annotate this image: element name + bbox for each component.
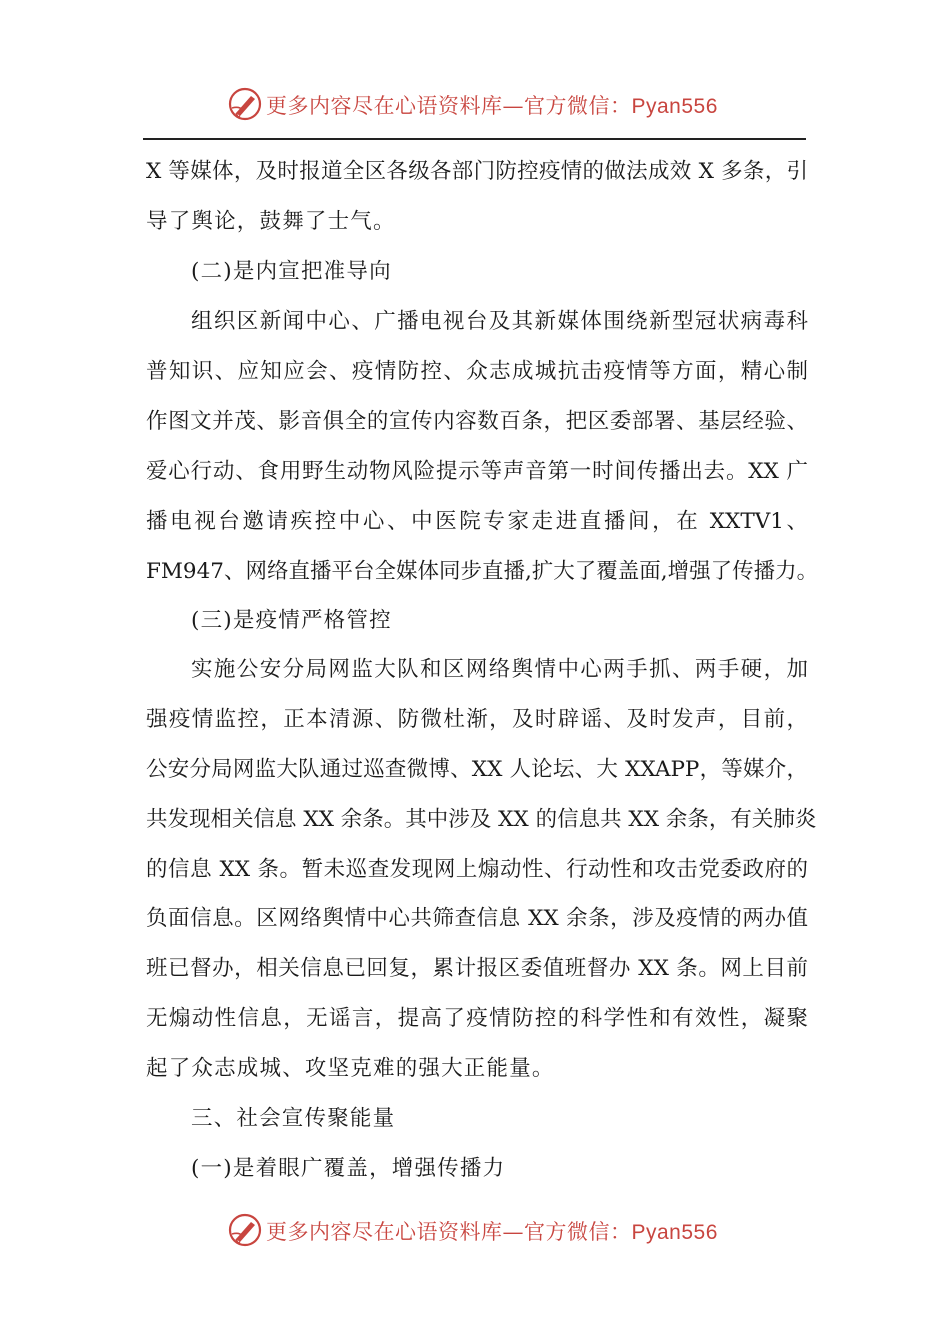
text-line: 普知识、应知应会、疫情防控、众志成城抗击疫情等方面，精心制 [146,359,808,384]
wechat-id: Pyan556 [631,1221,718,1244]
pen-in-circle-icon [227,86,263,122]
text-line: FM947、网络直播平台全媒体同步直播,扩大了覆盖面,增强了传播力。 [146,559,819,584]
section-heading: (三)是疫情严格管控 [191,608,392,633]
text-line: X 等媒体，及时报道全区各级各部门防控疫情的做法成效 X 多条，引 [146,159,808,184]
text-line: 班已督办，相关信息已回复，累计报区委值班督办 XX 条。网上目前 [146,956,808,981]
header-divider [143,138,806,140]
footer-banner [0,1210,950,1250]
text-line: 的信息 XX 条。暂未巡查发现网上煽动性、行动性和攻击党委政府的 [146,857,808,882]
text-line: 播电视台邀请疾控中心、中医院专家走进直播间，在 XXTV1、 [146,509,808,534]
wechat-id: Pyan556 [631,95,718,118]
text-line: 作图文并茂、影音俱全的宣传内容数百条，把区委部署、基层经验、 [146,409,808,434]
banner-label: 更多内容尽在心语资料库—官方微信： [266,94,632,118]
section-heading: (一)是着眼广覆盖，增强传播力 [191,1156,506,1181]
pen-in-circle-icon [227,1212,263,1248]
text-line: 强疫情监控，正本清源、防微杜渐，及时辟谣、及时发声，目前， [146,707,808,732]
section-heading: (二)是内宣把准导向 [191,259,392,284]
text-line: 起了众志成城、攻坚克难的强大正能量。 [146,1056,555,1081]
text-line: 导了舆论，鼓舞了士气。 [146,209,396,234]
banner-text [266,90,718,120]
text-line: 爱心行动、食用野生动物风险提示等声音第一时间传播出去。XX 广 [146,459,808,484]
section-heading: 三、社会宣传聚能量 [191,1106,396,1131]
text-line: 负面信息。区网络舆情中心共筛查信息 XX 余条，涉及疫情的两办值 [146,906,808,931]
banner-label: 更多内容尽在心语资料库—官方微信： [266,1220,632,1244]
header-banner [0,84,950,124]
text-line: 共发现相关信息 XX 余条。其中涉及 XX 的信息共 XX 余条，有关肺炎 [146,807,817,832]
banner-text [266,1216,718,1246]
text-line: 公安分局网监大队通过巡查微博、XX 人论坛、大 XXAPP，等媒介， [146,757,808,782]
text-line: 无煽动性信息，无谣言，提高了疫情防控的科学性和有效性，凝聚 [146,1006,808,1031]
text-line: 组织区新闻中心、广播电视台及其新媒体围绕新型冠状病毒科 [191,309,808,334]
text-line: 实施公安分局网监大队和区网络舆情中心两手抓、两手硬，加 [191,657,808,682]
